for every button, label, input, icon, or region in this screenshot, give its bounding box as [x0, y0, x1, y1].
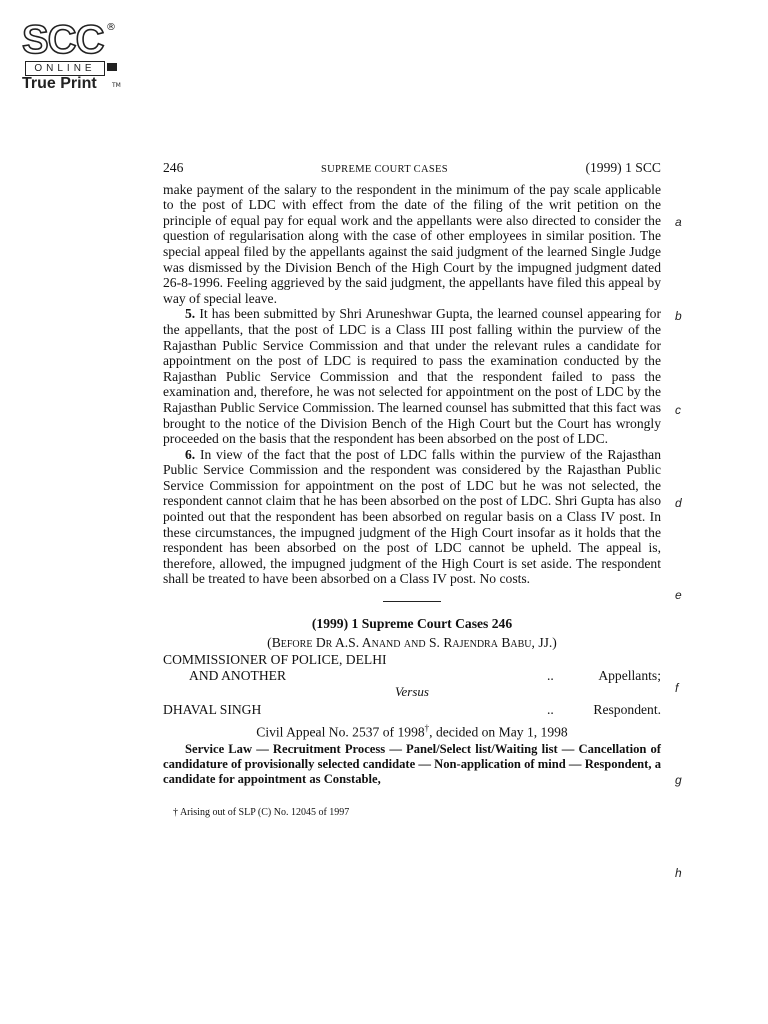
- margin-letter-f: f: [675, 681, 679, 695]
- case-citation: (1999) 1 Supreme Court Cases 246: [311, 616, 513, 632]
- reporter-citation: (1999) 1 SCC: [585, 160, 661, 175]
- page-number: 246: [163, 160, 184, 175]
- respondent-role: Respondent.: [593, 702, 661, 717]
- versus: Versus: [395, 684, 429, 700]
- bench: (Before Dr A.S. Anand and S. Rajendra Babu, JJ.): [267, 634, 557, 650]
- paragraph-continued: make payment of the salary to the respondent in the minimum of the pay scale applicable to the post of LDC with effect from the date of the filing of the writ petition on the principle of equal pay for equal work and the appellants were also directed to consider the question of regularisation along with the case of other employees in similar position. The special appeal filed by the appellants against the said judgment of the learned Single Judge was dismissed by the Division Bench of the High Court by the impugned judgment dated 26-8-1996. Feeling aggrieved by the said judgment, the appellants have filed this appeal by way of special leave.: [163, 181, 661, 306]
- paragraph-6-text: In view of the fact that the post of LDC falls within the purview of the Rajasthan Public Service Commission and the respondent was considered by the Rajasthan Public Service Commission for appointment on the post of LDC but he was not selected, the respondent cannot claim that he has been absorbed on the post of LDC. Shri Gupta has also pointed out that the respondent has been absorbed on regular basis on a Class IV post. In these circumstances, the impugned judgment of the High Court insofar as it holds that the respondent has been absorbed on the post of LDC cannot be upheld. The appeal is, therefore, allowed, the impugned judgment of the High Court is set aside. The respondent shall be treated to have been absorbed on a Class IV post. No costs.: [163, 446, 661, 587]
- margin-letter-g: g: [675, 773, 682, 787]
- civil-appeal-date: , decided on May 1, 1998: [429, 724, 568, 740]
- law-report-page: [163, 160, 661, 820]
- running-header: [163, 160, 661, 178]
- logo-registered-mark: ®: [106, 22, 116, 33]
- margin-letter-c: c: [675, 403, 681, 417]
- logo-brand: SCC: [22, 18, 104, 62]
- paragraph-5-number: 5.: [185, 306, 196, 322]
- paragraph-5-text: It has been submitted by Shri Aruneshwar Gupta, the learned counsel appearing for the appellants, that the post of LDC is a Class III post falling within the purview of the Rajasthan Public Service Commission and that under the relevant rules a candidate for appointment on the post of LDC is required to pass the examination conducted by the Rajasthan Public Service Commission and that the respondent failed to pass the examination and, therefore, he was not selected for appointment on the post of LDC by the Rajasthan Public Service Commission. The learned counsel has submitted that this fact was brought to the notice of the Division Bench of the High Court but the Court has wrongly proceeded on the basis that the respondent has been absorbed on the post of LDC.: [163, 306, 661, 447]
- reporter-name: SUPREME COURT CASES: [321, 164, 448, 175]
- appellant-row: [163, 668, 661, 684]
- civil-appeal-number: Civil Appeal No. 2537 of 1998: [256, 724, 425, 740]
- paragraph-6-number: 6.: [185, 446, 196, 462]
- paragraph-6: [163, 447, 661, 587]
- appellant-dots: ..: [547, 667, 554, 683]
- civil-appeal-dagger: †: [424, 722, 430, 733]
- respondent-row: [163, 702, 661, 718]
- section-divider: [383, 601, 441, 602]
- margin-letter-e: e: [675, 588, 682, 602]
- headnote: Service Law — Recruitment Process — Panel/Select list/Waiting list — Cancellation of candidature of provisionally selected candidate — Non-application of mind — Respondent, a candidate for appointment as Constable,: [163, 741, 661, 786]
- logo-trademark: TM: [112, 82, 121, 89]
- respondent-name: DHAVAL SINGH: [163, 702, 262, 717]
- respondent-dots: ..: [547, 702, 554, 717]
- paragraph-5: [163, 306, 661, 446]
- margin-letter-a: a: [675, 215, 682, 229]
- logo-tagline: True Print: [22, 75, 97, 92]
- margin-letter-d: d: [675, 496, 682, 510]
- logo-flag-icon: [107, 63, 117, 71]
- margin-letter-b: b: [675, 309, 682, 323]
- appellant-name-line1: COMMISSIONER OF POLICE, DELHI: [163, 652, 387, 668]
- civil-appeal-line: [163, 721, 661, 740]
- appellant-name-line2: AND ANOTHER: [189, 667, 287, 683]
- footnote: † Arising out of SLP (C) No. 12045 of 1997: [173, 806, 350, 818]
- margin-letter-h: h: [675, 866, 682, 880]
- scc-online-logo: [22, 18, 122, 96]
- appellant-role: Appellants;: [598, 667, 661, 683]
- logo-online: ONLINE: [25, 61, 105, 76]
